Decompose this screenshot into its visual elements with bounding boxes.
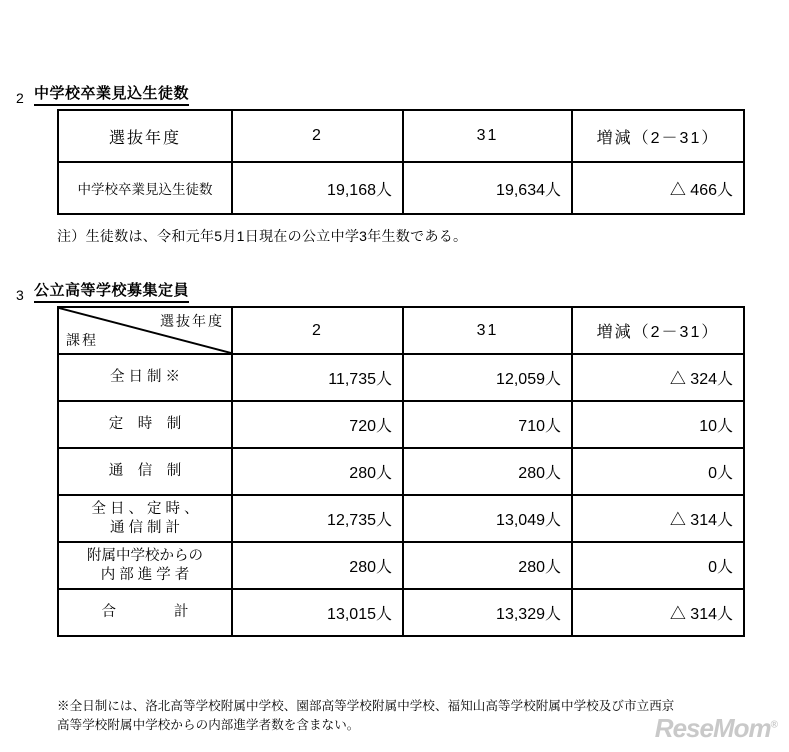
cell-subtotal-2: 12,735人 [232,495,403,542]
section-2-number: 2 [16,89,25,106]
table-row [58,448,744,495]
cell-total-2: 13,015人 [232,589,403,636]
table-graduates [57,109,745,215]
cell-tsushin-2: 280人 [232,448,403,495]
cell-graduates-diff: △ 466人 [572,162,744,214]
row-label-zennichi: 全 日 制 ※ [58,354,232,401]
header-cell-year-label: 選抜年度 [58,110,232,162]
header-cell-year-2: 2 [232,110,403,162]
cell-internal-31: 280人 [403,542,572,589]
row-label-total: 合 計 [58,589,232,636]
row-label-subtotal-line2: 通 信 制 計 [109,519,181,536]
header-cell-corner [58,307,232,354]
section-2-heading [0,86,189,106]
table-row [58,401,744,448]
watermark-tm: ® [770,719,777,731]
header-corner-bottom-label: 課程 [66,332,98,348]
section-2-title: 中学校卒業見込生徒数 [34,86,189,106]
cell-zennichi-2: 11,735人 [232,354,403,401]
cell-total-diff: △ 314人 [572,589,744,636]
cell-total-31: 13,329人 [403,589,572,636]
table-row [58,542,744,589]
row-label-internal-line1: 附属中学校からの [87,548,203,565]
table-row [58,495,744,542]
table-row [58,589,744,636]
row-label-subtotal-line1: 全 日 、 定 時 、 [91,501,199,518]
section-3-heading [0,283,189,303]
table-row [58,354,744,401]
cell-zennichi-diff: △ 324人 [572,354,744,401]
cell-teiji-diff: 10人 [572,401,744,448]
header-cell-diff: 増減（2－31） [572,110,744,162]
table-row [58,307,744,354]
cell-subtotal-31: 13,049人 [403,495,572,542]
section-3-number: 3 [16,286,25,303]
note-graduates: 注）生徒数は、令和元年5月1日現在の公立中学3年生数である。 [57,228,468,244]
header-corner-top-label: 選抜年度 [160,313,224,329]
row-label-teiji: 定 時 制 [58,401,232,448]
cell-teiji-31: 710人 [403,401,572,448]
table-row [58,162,744,214]
watermark-text: ReseMom [654,713,771,743]
row-label-internal [58,542,232,589]
section-3-title: 公立高等学校募集定員 [34,283,189,303]
watermark-logo [655,713,777,744]
cell-internal-2: 280人 [232,542,403,589]
cell-graduates-2: 19,168人 [232,162,403,214]
cell-tsushin-diff: 0人 [572,448,744,495]
row-label-graduates: 中学校卒業見込生徒数 [58,162,232,214]
cell-subtotal-diff: △ 314人 [572,495,744,542]
row-label-internal-line2: 内 部 進 学 者 [100,566,190,583]
cell-graduates-31: 19,634人 [403,162,572,214]
row-label-subtotal [58,495,232,542]
table-row [58,110,744,162]
footnote-quota [57,697,674,736]
cell-teiji-2: 720人 [232,401,403,448]
table-quota [57,306,745,637]
footnote-line-2: 高等学校附属中学校からの内部進学者数を含まない。 [57,718,360,733]
cell-tsushin-31: 280人 [403,448,572,495]
cell-internal-diff: 0人 [572,542,744,589]
header-cell-diff: 増減（2－31） [572,307,744,354]
header-cell-year-31: 31 [403,307,572,354]
cell-zennichi-31: 12,059人 [403,354,572,401]
header-cell-year-31: 31 [403,110,572,162]
row-label-tsushin: 通 信 制 [58,448,232,495]
footnote-line-1: ※全日制には、洛北高等学校附属中学校、園部高等学校附属中学校、福知山高等学校附属中学校及び市立西京 [57,699,675,713]
header-cell-year-2: 2 [232,307,403,354]
